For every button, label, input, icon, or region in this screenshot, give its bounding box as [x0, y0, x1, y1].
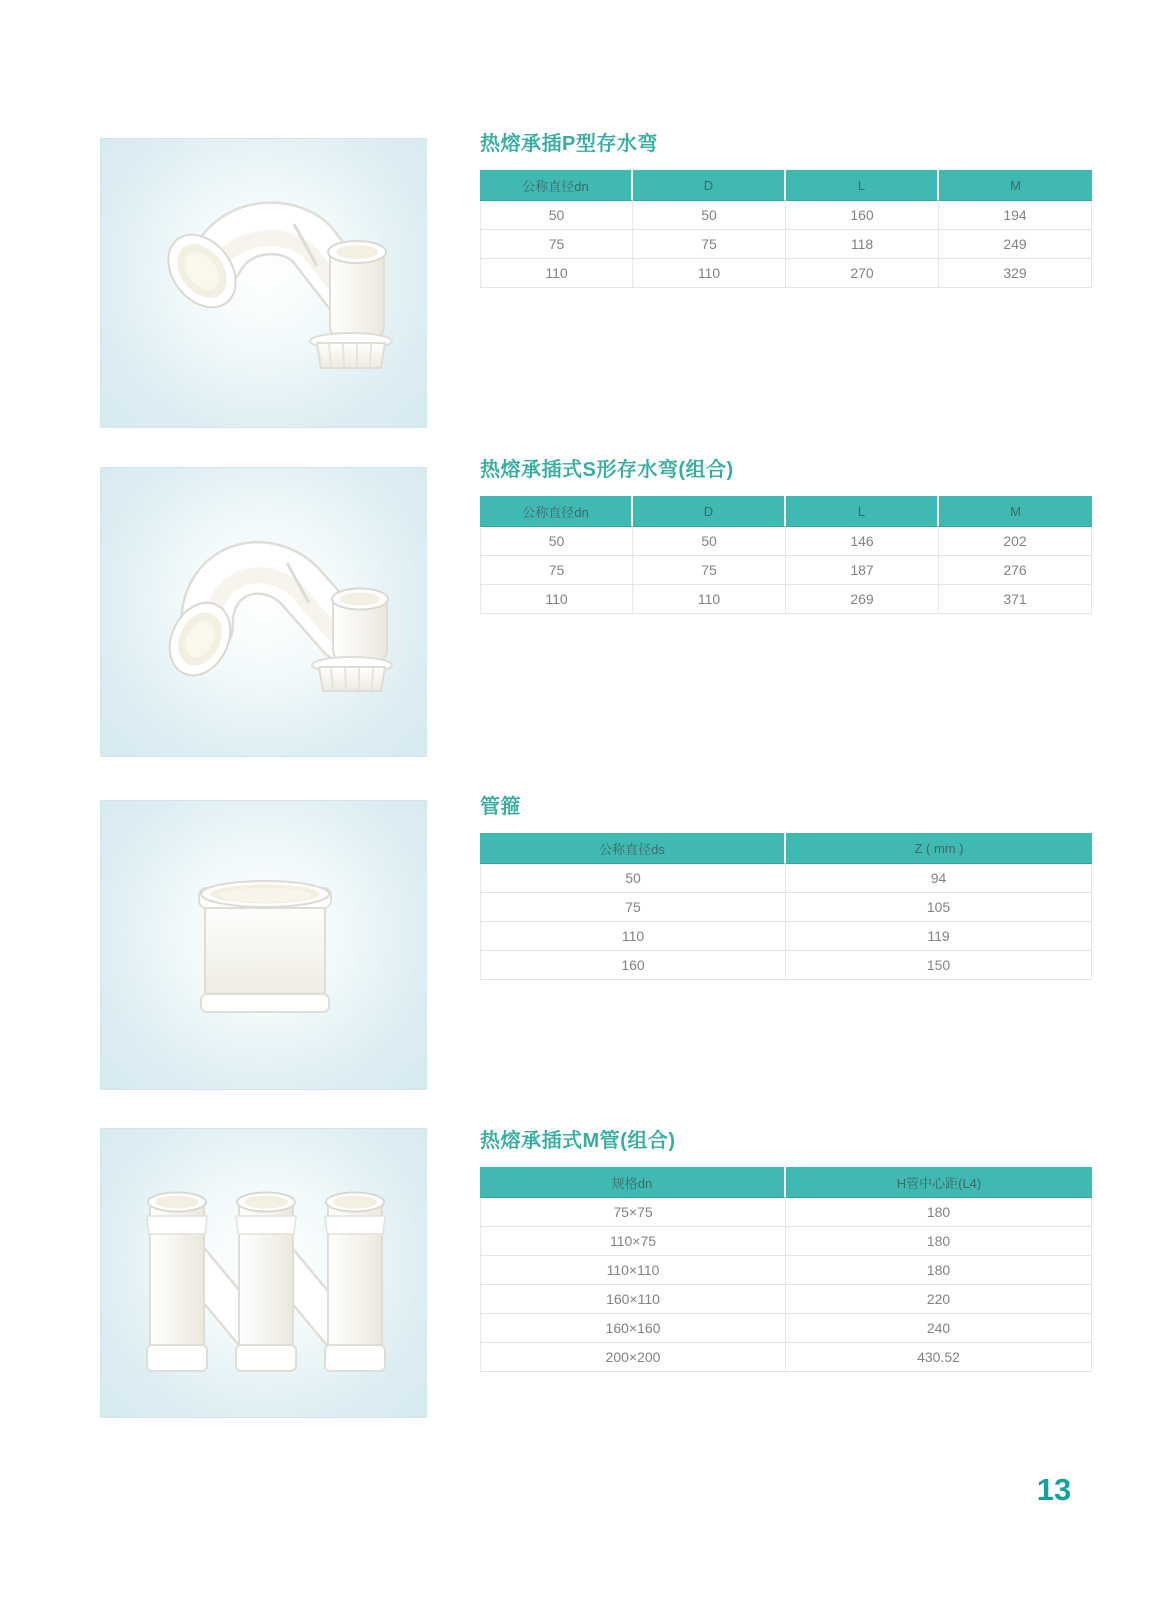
m-pipe-combo-image — [101, 1130, 426, 1417]
product-image-panel-2 — [100, 467, 427, 757]
table-cell: 110 — [633, 585, 786, 614]
table-cell: 50 — [633, 201, 786, 230]
table-cell: 430.52 — [786, 1343, 1092, 1372]
table-cell: 194 — [939, 201, 1092, 230]
table-cell: 146 — [786, 527, 939, 556]
col-header: Z ( mm ) — [786, 833, 1092, 864]
table-row — [480, 259, 1092, 288]
table-cell: 118 — [786, 230, 939, 259]
table-cell: 50 — [480, 201, 633, 230]
p-trap-image — [101, 140, 426, 427]
table-cell: 160×110 — [480, 1285, 786, 1314]
section-title: 管箍 — [480, 796, 521, 818]
header-row — [480, 170, 1092, 201]
table-cell: 110 — [633, 259, 786, 288]
table-row — [480, 556, 1092, 585]
table-cell: 105 — [786, 893, 1092, 922]
col-header: D — [633, 170, 786, 201]
col-header: 公称直径ds — [480, 833, 786, 864]
table-cell: 75 — [633, 556, 786, 585]
section-s-trap — [480, 459, 1092, 614]
table-cell: 202 — [939, 527, 1092, 556]
section-p-trap — [480, 133, 1092, 288]
table-row — [480, 1314, 1092, 1343]
section-m-pipe — [480, 1130, 1092, 1372]
section-title: 热熔承插式M管(组合) — [480, 1130, 676, 1152]
table-row — [480, 1227, 1092, 1256]
table-cell: 75 — [480, 893, 786, 922]
table-row — [480, 527, 1092, 556]
col-header: L — [786, 496, 939, 527]
col-header: H管中心距(L4) — [786, 1167, 1092, 1198]
table-cell: 75×75 — [480, 1198, 786, 1227]
section-coupling — [480, 796, 1092, 980]
table-cell: 371 — [939, 585, 1092, 614]
product-image-panel-1 — [100, 138, 427, 428]
table-row — [480, 230, 1092, 259]
col-header: 公称直径dn — [480, 170, 633, 201]
col-header: L — [786, 170, 939, 201]
table-row — [480, 585, 1092, 614]
table-row — [480, 951, 1092, 980]
table-cell: 187 — [786, 556, 939, 585]
spec-table — [480, 833, 1092, 980]
pipe-coupling-image — [101, 802, 426, 1089]
col-header: M — [939, 170, 1092, 201]
table-cell: 75 — [480, 556, 633, 585]
product-image-panel-3 — [100, 800, 427, 1090]
table-row — [480, 1343, 1092, 1372]
table-cell: 180 — [786, 1256, 1092, 1285]
table-cell: 220 — [786, 1285, 1092, 1314]
table-cell: 50 — [480, 864, 786, 893]
table-cell: 110×110 — [480, 1256, 786, 1285]
section-title: 热熔承插式S形存水弯(组合) — [480, 459, 734, 481]
col-header: D — [633, 496, 786, 527]
table-cell: 240 — [786, 1314, 1092, 1343]
table-cell: 269 — [786, 585, 939, 614]
spec-table — [480, 1167, 1092, 1372]
product-image-panel-4 — [100, 1128, 427, 1418]
table-row — [480, 1285, 1092, 1314]
header-row — [480, 1167, 1092, 1198]
header-row — [480, 833, 1092, 864]
table-cell: 94 — [786, 864, 1092, 893]
table-cell: 110 — [480, 259, 633, 288]
table-row — [480, 1256, 1092, 1285]
col-header: 公称直径dn — [480, 496, 633, 527]
table-cell: 150 — [786, 951, 1092, 980]
table-cell: 75 — [480, 230, 633, 259]
table-cell: 110×75 — [480, 1227, 786, 1256]
table-row — [480, 893, 1092, 922]
table-cell: 110 — [480, 922, 786, 951]
table-cell: 180 — [786, 1198, 1092, 1227]
table-row — [480, 864, 1092, 893]
col-header: 规格dn — [480, 1167, 786, 1198]
table-cell: 160 — [786, 201, 939, 230]
spec-table — [480, 170, 1092, 288]
table-row — [480, 201, 1092, 230]
table-cell: 160 — [480, 951, 786, 980]
table-cell: 270 — [786, 259, 939, 288]
s-trap-image — [101, 469, 426, 756]
table-cell: 50 — [633, 527, 786, 556]
table-cell: 249 — [939, 230, 1092, 259]
col-header: M — [939, 496, 1092, 527]
table-cell: 329 — [939, 259, 1092, 288]
table-cell: 180 — [786, 1227, 1092, 1256]
table-cell: 50 — [480, 527, 633, 556]
page-number: 13 — [1036, 1472, 1072, 1507]
table-cell: 200×200 — [480, 1343, 786, 1372]
table-row — [480, 922, 1092, 951]
header-row — [480, 496, 1092, 527]
table-cell: 276 — [939, 556, 1092, 585]
table-cell: 110 — [480, 585, 633, 614]
table-cell: 75 — [633, 230, 786, 259]
section-title: 热熔承插P型存水弯 — [480, 133, 658, 155]
table-cell: 160×160 — [480, 1314, 786, 1343]
spec-table — [480, 496, 1092, 614]
table-row — [480, 1198, 1092, 1227]
table-cell: 119 — [786, 922, 1092, 951]
